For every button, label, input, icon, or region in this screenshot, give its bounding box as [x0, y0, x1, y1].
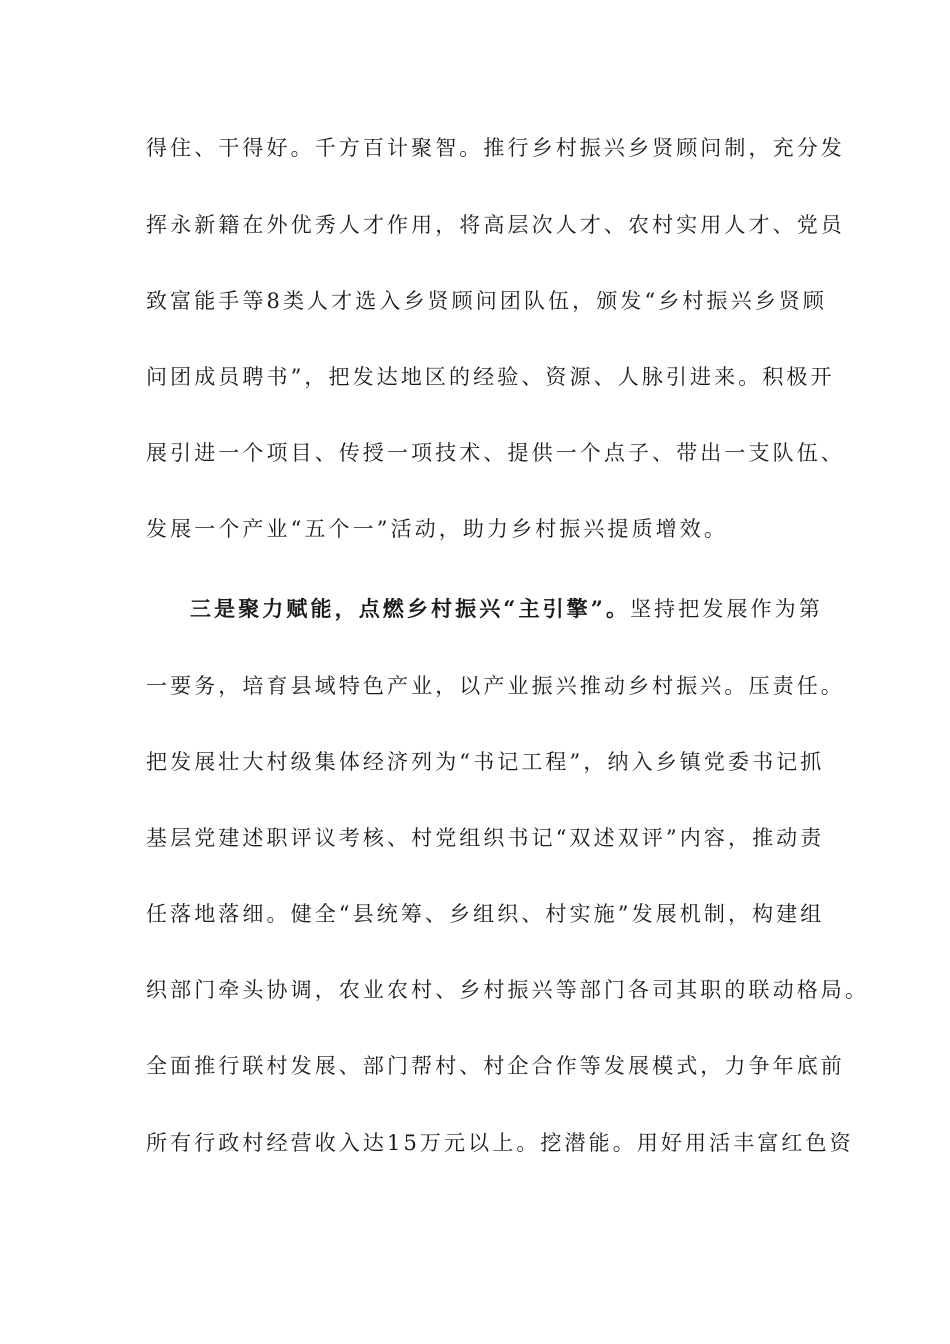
text-line: 发展一个产业“五个一”活动，助力乡村振兴提质增效。 [146, 517, 728, 541]
text-line: 得住、干得好。千方百计聚智。推行乡村振兴乡贤顾问制，充分发 [146, 136, 845, 160]
text-line: 基层党建述职评议考核、村党组织书记“双述双评”内容，推动责 [146, 826, 825, 850]
text-line: 把发展壮大村级集体经济列为“书记工程”，纳入乡镇党委书记抓 [146, 750, 825, 774]
text-line: 全面推行联村发展、部门帮村、村企合作等发展模式，力争年底前 [146, 1054, 845, 1078]
paragraph-first-line-text: 坚持把发展作为第 [630, 597, 823, 621]
text-line: 展引进一个项目、传授一项技术、提供一个点子、带出一支队伍、 [146, 441, 845, 465]
paragraph-heading: 三是聚力赋能，点燃乡村振兴“主引擎”。 [190, 596, 631, 621]
text-line: 挥永新籍在外优秀人才作用，将高层次人才、农村实用人才、党员 [146, 213, 845, 237]
paragraph-first-line [190, 592, 870, 626]
text-line: 所有行政村经营收入达15万元以上。挖潜能。用好用活丰富红色资 [146, 1131, 854, 1155]
text-line: 致富能手等8类人才选入乡贤顾问团队伍，颁发“乡村振兴乡贤顾 [146, 289, 827, 313]
text-line: 任落地落细。健全“县统筹、乡组织、村实施”发展机制，构建组 [146, 902, 825, 926]
text-line: 一要务，培育县域特色产业，以产业振兴推动乡村振兴。压责任。 [146, 674, 845, 698]
text-line: 织部门牵头协调，农业农村、乡村振兴等部门各司其职的联动格局。 [146, 978, 869, 1002]
text-line: 问团成员聘书”，把发达地区的经验、资源、人脉引进来。积极开 [146, 365, 835, 389]
